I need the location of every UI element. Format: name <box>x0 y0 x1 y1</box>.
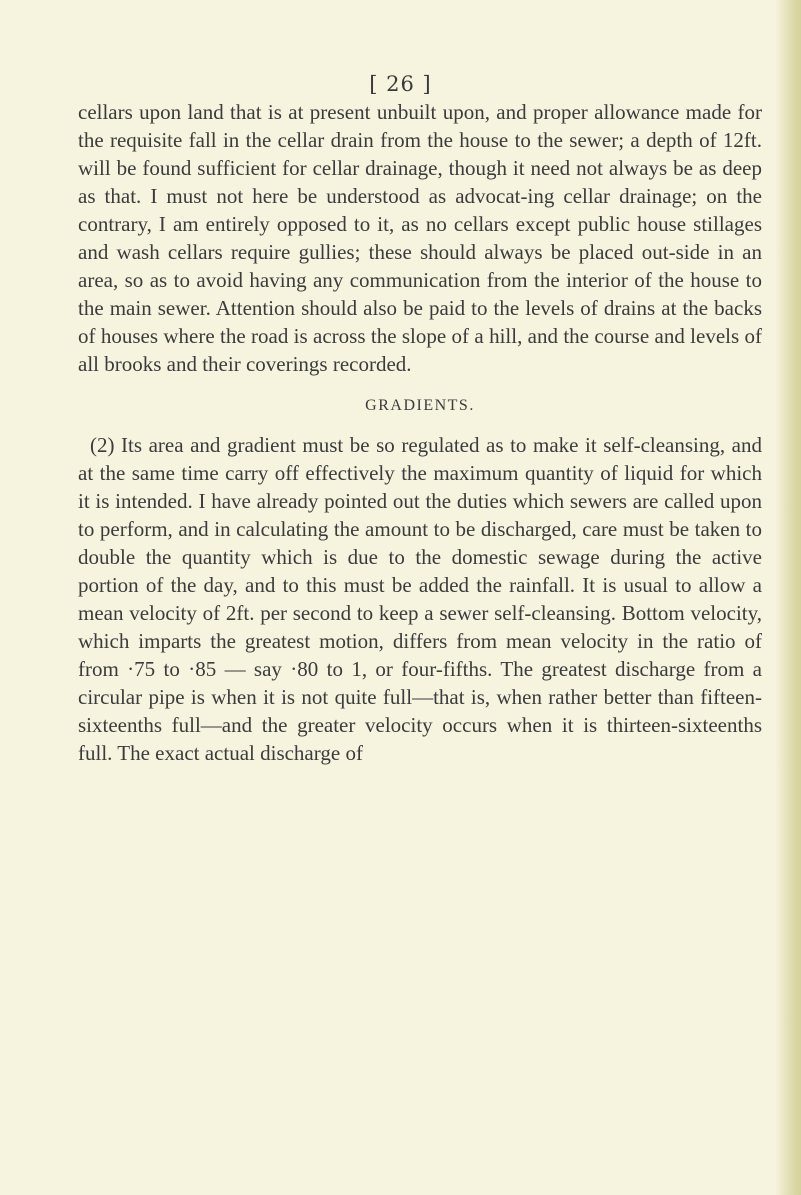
page-edge-shadow <box>775 0 801 1195</box>
paragraph-cellar-drainage: cellars upon land that is at present unbuilt upon, and proper allowance made for the requisite fall in the cellar drain from the house to the sewer; a depth of 12ft. will be found sufficient for cellar drainage, though it need not always be as deep as that. I must not here be understood as advocat-ing cellar drainage; on the contrary, I am entirely opposed to it, as no cellars except public house stillages and wash cellars require gullies; these should always be placed out-side in an area, so as to avoid having any communication from the interior of the house to the main sewer. Attention should also be paid to the levels of drains at the backs of houses where the road is across the slope of a hill, and the course and levels of all brooks and their coverings recorded. <box>78 100 762 376</box>
body-text <box>78 98 762 767</box>
section-heading-gradients: GRADIENTS. <box>365 397 475 414</box>
paragraph-gradients: (2) Its area and gradient must be so regulated as to make it self-cleansing, and at the same time carry off effectively the maximum quantity of liquid for which it is intended. I have already pointed out the duties which sewers are called upon to perform, and in calculating the amount to be discharged, care must be taken to double the quantity which is due to the domestic sewage during the active portion of the day, and to this must be added the rainfall. It is usual to allow a mean velocity of 2ft. per second to keep a sewer self-cleansing. Bottom velocity, which imparts the greatest motion, differs from mean velocity in the ratio of from ·75 to ·85 — say ·80 to 1, or four-fifths. The greatest discharge from a circular pipe is when it is not quite full—that is, when rather better than fifteen-sixteenths full—and the greater velocity occurs when it is thirteen-sixteenths full. The exact actual discharge of <box>78 433 762 765</box>
page-number: [ 26 ] <box>369 72 432 96</box>
